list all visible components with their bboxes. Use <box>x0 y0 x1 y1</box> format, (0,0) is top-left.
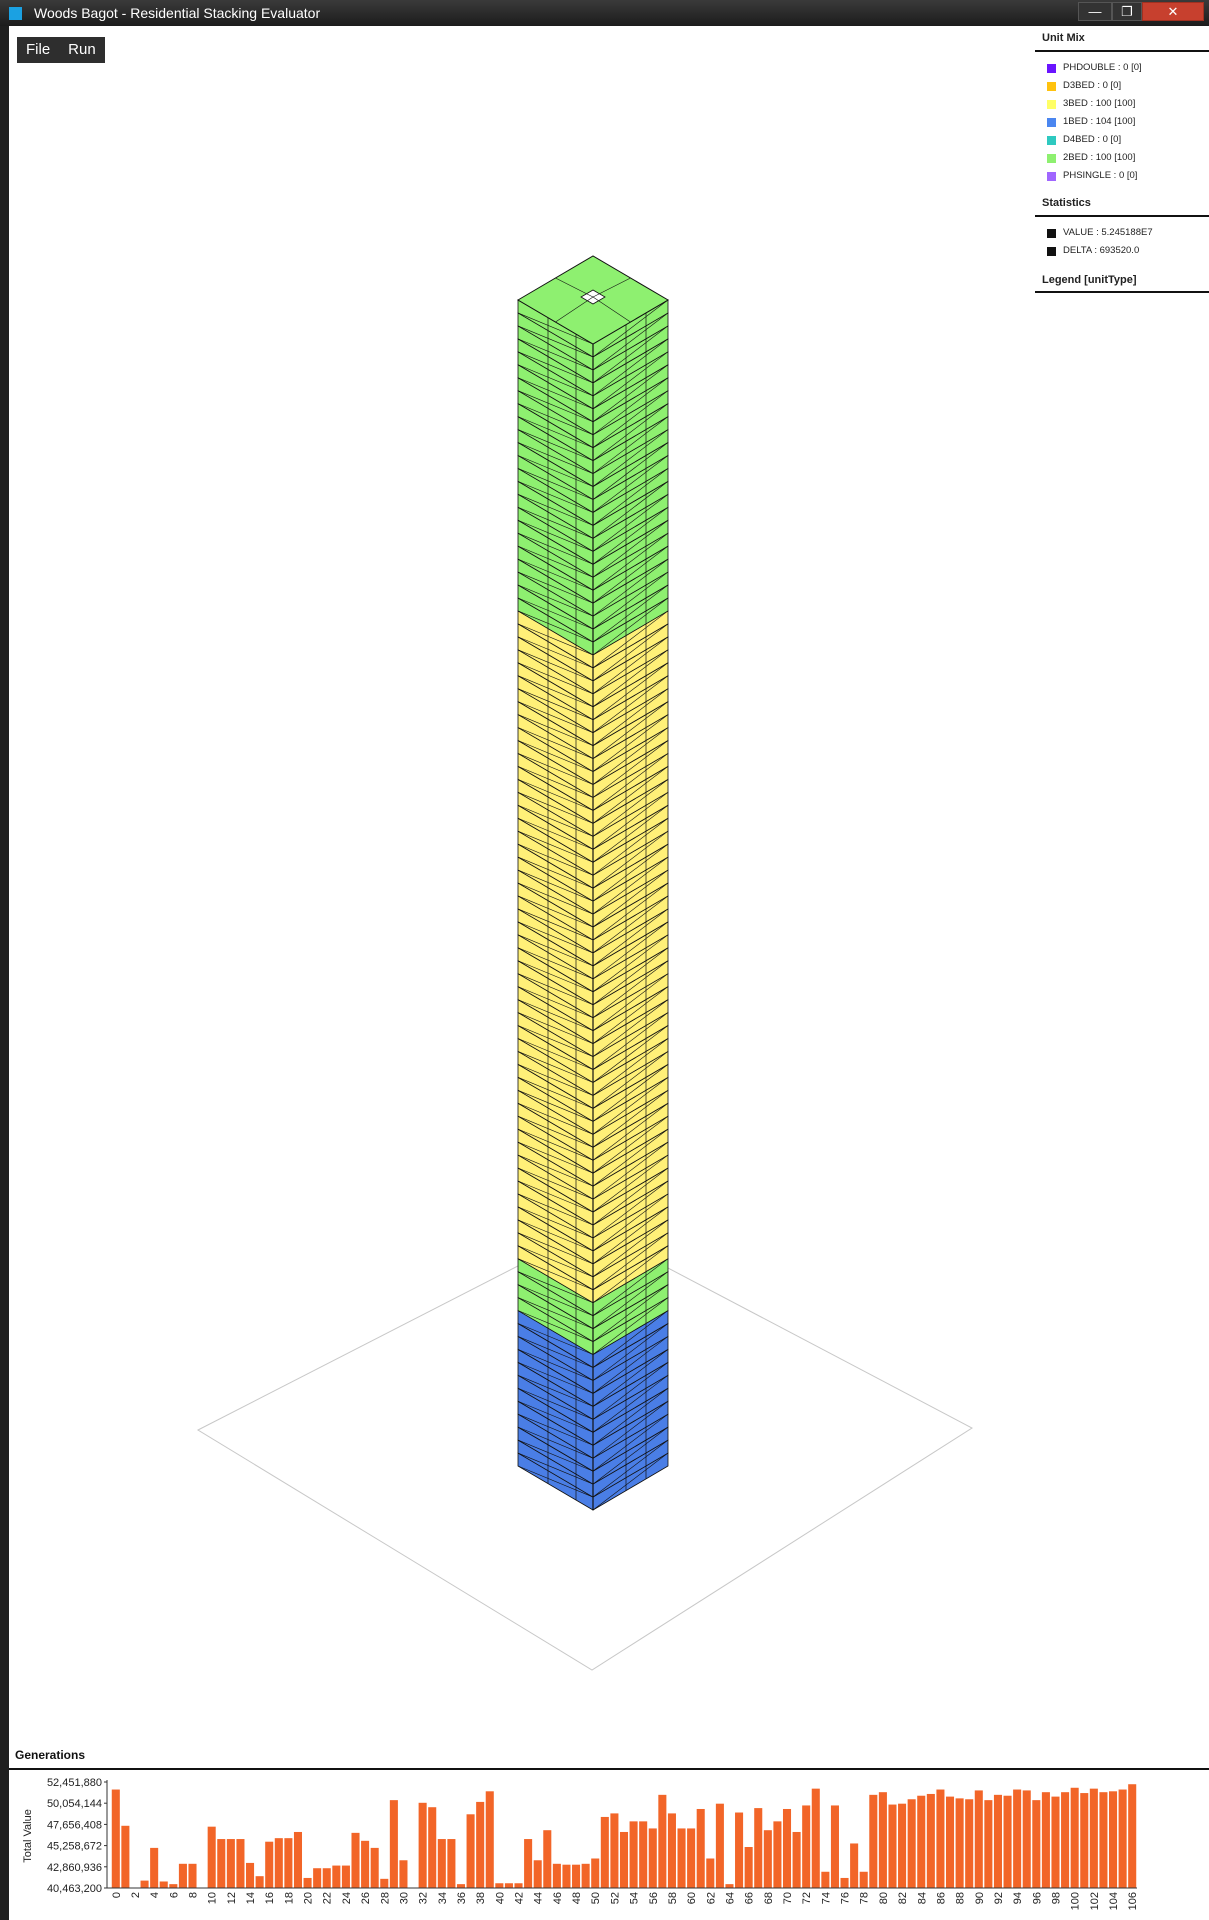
x-tick-label: 10 <box>206 1892 219 1905</box>
generation-bar <box>246 1863 254 1888</box>
generation-bar <box>514 1883 522 1888</box>
generation-bar <box>620 1832 628 1888</box>
x-tick-label: 78 <box>858 1892 871 1905</box>
generation-bar <box>956 1798 964 1888</box>
x-tick-label: 4 <box>149 1892 162 1899</box>
x-tick-label: 100 <box>1069 1892 1082 1911</box>
generation-bar <box>121 1826 129 1888</box>
generation-bar <box>802 1805 810 1888</box>
x-tick-label: 30 <box>398 1892 411 1905</box>
generation-bar <box>227 1839 235 1888</box>
legend-swatch <box>1047 82 1056 91</box>
generation-bar <box>361 1841 369 1888</box>
x-tick-label: 0 <box>110 1892 123 1899</box>
x-tick-label: 34 <box>436 1892 449 1905</box>
generation-bar <box>409 1888 417 1889</box>
x-tick-label: 52 <box>609 1892 622 1905</box>
generation-bar <box>658 1795 666 1888</box>
x-tick-label: 98 <box>1050 1892 1063 1905</box>
generation-bar <box>706 1858 714 1888</box>
x-tick-label: 42 <box>513 1892 526 1905</box>
x-tick-label: 54 <box>628 1892 641 1905</box>
generation-bar <box>543 1830 551 1888</box>
x-tick-label: 84 <box>916 1892 929 1905</box>
divider <box>1035 215 1209 217</box>
statistics-list <box>1035 226 1209 262</box>
generation-bar <box>572 1865 580 1888</box>
generations-divider <box>9 1768 1209 1770</box>
generation-bar <box>476 1802 484 1888</box>
x-tick-label: 94 <box>1012 1892 1025 1905</box>
x-tick-label: 82 <box>897 1892 910 1905</box>
x-tick-label: 18 <box>283 1892 296 1905</box>
x-tick-label: 72 <box>801 1892 814 1905</box>
generation-bar <box>783 1809 791 1888</box>
generation-bar <box>1023 1790 1031 1888</box>
generation-bar <box>419 1803 427 1888</box>
generation-bar <box>764 1830 772 1888</box>
unit-mix-list <box>1035 61 1209 187</box>
generation-bar <box>936 1790 944 1888</box>
generation-bar <box>457 1884 465 1888</box>
legend-label: D4BED : 0 [0] <box>1063 134 1122 145</box>
generation-bar <box>275 1838 283 1888</box>
legend-item <box>1035 133 1209 151</box>
generation-bar <box>265 1842 273 1888</box>
generation-bar <box>1013 1790 1021 1888</box>
generation-bar <box>256 1876 264 1888</box>
x-tick-label: 38 <box>475 1892 488 1905</box>
run-menu[interactable]: Run <box>68 41 96 58</box>
legend-label: 2BED : 100 [100] <box>1063 152 1136 163</box>
legend-title: Legend [unitType] <box>1042 274 1137 286</box>
generation-bar <box>505 1883 513 1888</box>
y-tick-label: 42,860,936 <box>46 1861 102 1874</box>
legend-item <box>1035 169 1209 187</box>
x-tick-label: 76 <box>839 1892 852 1905</box>
window-title: Woods Bagot - Residential Stacking Evaluator <box>34 5 321 21</box>
generation-bar <box>284 1838 292 1888</box>
legend-label: PHSINGLE : 0 [0] <box>1063 170 1138 181</box>
generation-bar <box>208 1827 216 1888</box>
x-tick-label: 28 <box>379 1892 392 1905</box>
y-axis-title: Total Value <box>22 1809 34 1863</box>
generation-bar <box>160 1881 168 1888</box>
x-tick-label: 12 <box>225 1892 238 1905</box>
statistics-title: Statistics <box>1042 197 1091 209</box>
generation-bar <box>917 1796 925 1888</box>
generation-bar <box>927 1794 935 1888</box>
x-tick-label: 48 <box>571 1892 584 1905</box>
generation-bar <box>438 1839 446 1888</box>
generation-bar <box>1051 1797 1059 1888</box>
x-tick-label: 90 <box>973 1892 986 1905</box>
unit-mix-title: Unit Mix <box>1042 32 1085 44</box>
generation-bar <box>1032 1800 1040 1888</box>
generation-bar <box>821 1872 829 1888</box>
legend-label: DELTA : 693520.0 <box>1063 245 1140 256</box>
y-tick-label: 45,258,672 <box>46 1840 102 1853</box>
generation-bar <box>1099 1792 1107 1888</box>
divider <box>1035 50 1209 52</box>
x-tick-label: 50 <box>590 1892 603 1905</box>
x-tick-label: 86 <box>935 1892 948 1905</box>
legend-swatch <box>1047 64 1056 73</box>
legend-label: 1BED : 104 [100] <box>1063 116 1136 127</box>
legend-swatch <box>1047 100 1056 109</box>
x-tick-label: 104 <box>1108 1892 1121 1911</box>
generation-bar <box>467 1814 475 1888</box>
generation-bar <box>304 1878 312 1888</box>
x-tick-label: 92 <box>992 1892 1005 1905</box>
legend-swatch <box>1047 136 1056 145</box>
x-tick-label: 24 <box>340 1892 353 1905</box>
generation-bar <box>946 1797 954 1888</box>
generation-bar <box>793 1832 801 1888</box>
x-tick-label: 8 <box>187 1892 200 1899</box>
legend-label: VALUE : 5.245188E7 <box>1063 227 1153 238</box>
generation-bar <box>217 1839 225 1888</box>
generation-bar <box>1080 1793 1088 1888</box>
generation-bar <box>313 1868 321 1888</box>
x-tick-label: 56 <box>647 1892 660 1905</box>
legend-item <box>1035 97 1209 115</box>
generation-bar <box>879 1792 887 1888</box>
generation-bar <box>1004 1796 1012 1888</box>
x-tick-label: 36 <box>455 1892 468 1905</box>
legend-item <box>1035 61 1209 79</box>
legend-swatch <box>1047 247 1056 256</box>
maximize-button[interactable]: ❐ <box>1112 2 1142 21</box>
x-tick-label: 62 <box>705 1892 718 1905</box>
generation-bar <box>649 1828 657 1888</box>
generation-bar <box>601 1817 609 1888</box>
legend-item <box>1035 115 1209 133</box>
x-tick-label: 106 <box>1127 1892 1140 1911</box>
x-tick-label: 66 <box>743 1892 756 1905</box>
generation-bar <box>773 1821 781 1888</box>
menu-bar <box>17 37 105 63</box>
generation-bar <box>610 1813 618 1888</box>
legend-item <box>1035 226 1209 244</box>
y-tick-label: 52,451,880 <box>46 1777 102 1789</box>
generation-bar <box>860 1872 868 1888</box>
generation-bar <box>447 1839 455 1888</box>
generation-bar <box>582 1864 590 1888</box>
generation-bar <box>1128 1784 1136 1888</box>
x-tick-label: 58 <box>666 1892 679 1905</box>
generation-bar <box>150 1848 158 1888</box>
x-tick-label: 40 <box>494 1892 507 1905</box>
tower-model <box>518 256 668 1510</box>
x-tick-label: 102 <box>1088 1892 1101 1911</box>
legend-swatch <box>1047 154 1056 163</box>
generations-title: Generations <box>15 1748 86 1762</box>
legend-swatch <box>1047 118 1056 127</box>
generation-bar <box>898 1804 906 1888</box>
generation-bar <box>668 1813 676 1888</box>
y-tick-label: 50,054,144 <box>46 1798 102 1811</box>
legend-item <box>1035 79 1209 97</box>
generation-bar <box>812 1789 820 1888</box>
legend-label: 3BED : 100 [100] <box>1063 98 1136 109</box>
generation-bar <box>198 1888 206 1889</box>
close-button[interactable]: ✕ <box>1142 2 1204 21</box>
generation-bar <box>371 1848 379 1888</box>
generation-bar <box>342 1866 350 1888</box>
legend-label: D3BED : 0 [0] <box>1063 80 1122 91</box>
generation-bar <box>1119 1790 1127 1888</box>
generation-bar <box>716 1804 724 1888</box>
legend-item <box>1035 151 1209 169</box>
x-tick-label: 74 <box>820 1892 833 1905</box>
generation-bar <box>678 1828 686 1888</box>
x-tick-label: 2 <box>129 1892 142 1899</box>
x-tick-label: 16 <box>264 1892 277 1905</box>
generation-bar <box>639 1821 647 1888</box>
generation-bar <box>908 1799 916 1888</box>
generation-bar <box>141 1881 149 1888</box>
generation-bar <box>553 1864 561 1888</box>
generation-bar <box>188 1864 196 1888</box>
legend-panel <box>1035 28 1209 302</box>
generation-bar <box>332 1866 340 1888</box>
x-tick-label: 60 <box>686 1892 699 1905</box>
generation-bar <box>390 1800 398 1888</box>
y-tick-label: 40,463,200 <box>46 1883 102 1895</box>
generation-bar <box>1109 1791 1117 1888</box>
generation-bar <box>179 1864 187 1888</box>
x-tick-label: 96 <box>1031 1892 1044 1905</box>
y-tick-label: 47,656,408 <box>46 1819 102 1832</box>
generation-bar <box>1071 1788 1079 1888</box>
legend-swatch <box>1047 172 1056 181</box>
x-tick-label: 6 <box>168 1892 181 1899</box>
generation-bar <box>562 1865 570 1888</box>
generation-bar <box>428 1807 436 1888</box>
generation-bar <box>591 1858 599 1888</box>
generation-bar <box>888 1805 896 1888</box>
generation-bar <box>351 1833 359 1888</box>
generation-bar <box>486 1791 494 1888</box>
x-tick-label: 64 <box>724 1892 737 1905</box>
x-tick-label: 44 <box>532 1892 545 1905</box>
file-menu[interactable]: File <box>26 41 51 58</box>
generation-bar <box>687 1828 695 1888</box>
x-tick-label: 46 <box>551 1892 564 1905</box>
legend-swatch <box>1047 229 1056 238</box>
x-tick-label: 26 <box>360 1892 373 1905</box>
generation-bar <box>169 1884 177 1888</box>
generation-bar <box>831 1805 839 1888</box>
generation-bar <box>495 1883 503 1888</box>
divider <box>1035 291 1209 293</box>
generation-bar <box>112 1790 120 1888</box>
x-tick-label: 32 <box>417 1892 430 1905</box>
generation-bar <box>1042 1792 1050 1888</box>
generation-bar <box>850 1843 858 1888</box>
x-tick-label: 14 <box>245 1892 258 1905</box>
x-tick-label: 70 <box>782 1892 795 1905</box>
x-tick-label: 20 <box>302 1892 315 1905</box>
generation-bar <box>1061 1792 1069 1888</box>
generation-bar <box>399 1860 407 1888</box>
x-tick-label: 68 <box>762 1892 775 1905</box>
generation-bar <box>735 1813 743 1888</box>
generation-bar <box>524 1839 532 1888</box>
generation-bar <box>965 1799 973 1888</box>
legend-item <box>1035 244 1209 262</box>
generation-bar <box>994 1795 1002 1888</box>
legend-label: PHDOUBLE : 0 [0] <box>1063 62 1142 73</box>
x-tick-label: 22 <box>321 1892 334 1905</box>
generation-bar <box>1090 1789 1098 1888</box>
generation-bar <box>236 1839 244 1888</box>
generation-bar <box>697 1809 705 1888</box>
generation-bar <box>984 1800 992 1888</box>
generation-bar <box>131 1888 139 1889</box>
generation-bar <box>323 1868 331 1888</box>
generation-bar <box>630 1821 638 1888</box>
generation-bar <box>725 1884 733 1888</box>
generation-bar <box>841 1878 849 1888</box>
x-tick-label: 88 <box>954 1892 967 1905</box>
generation-bar <box>869 1795 877 1888</box>
generation-bar <box>745 1847 753 1888</box>
generation-bar <box>294 1832 302 1888</box>
x-tick-label: 80 <box>877 1892 890 1905</box>
generation-bar <box>975 1790 983 1888</box>
minimize-button[interactable]: — <box>1078 2 1112 21</box>
generation-bar <box>534 1860 542 1888</box>
generation-bar <box>380 1879 388 1888</box>
generation-bar <box>754 1808 762 1888</box>
